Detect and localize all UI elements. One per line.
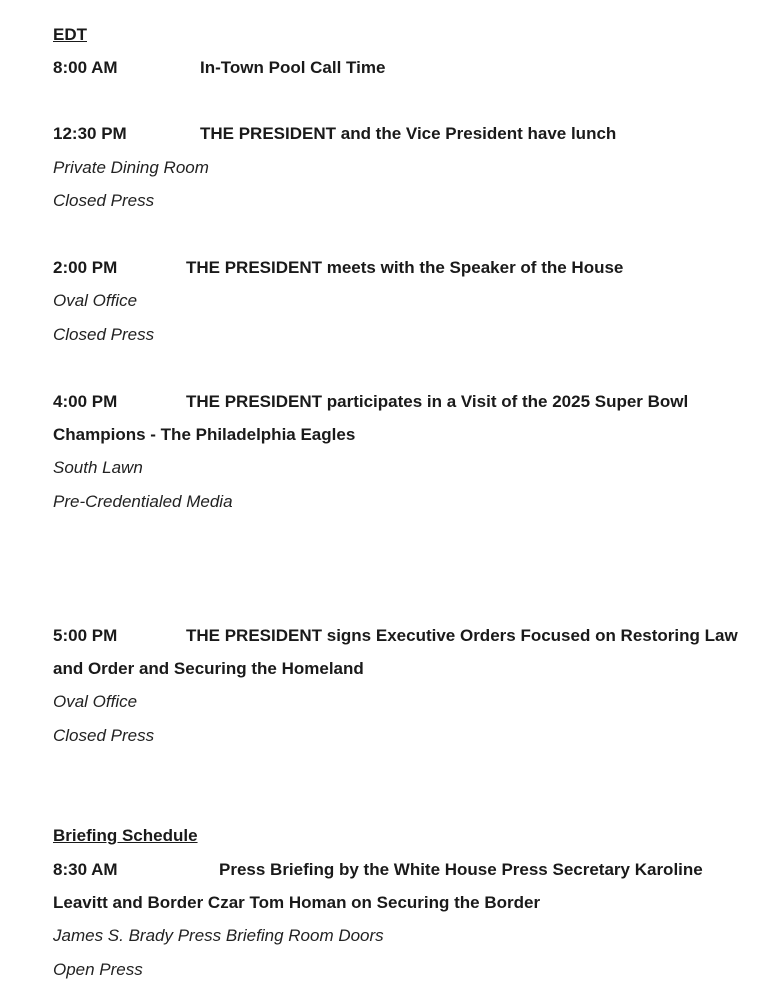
briefing-time: 8:30 AM <box>53 860 118 879</box>
event-title-line-1: THE PRESIDENT participates in a Visit of the 2025 Super Bowl <box>186 392 689 411</box>
event-title: THE PRESIDENT and the Vice President have lunch <box>200 124 617 143</box>
event-title-line-2: and Order and Securing the Homeland <box>53 659 364 678</box>
event-time: 8:00 AM <box>53 58 118 77</box>
event-time: 2:00 PM <box>53 258 118 277</box>
event-press-status: Pre-Credentialed Media <box>53 492 233 511</box>
event-location: Oval Office <box>53 692 138 711</box>
event-time: 4:00 PM <box>53 392 118 411</box>
briefing-press-status: Open Press <box>53 960 143 979</box>
event-time: 5:00 PM <box>53 626 118 645</box>
briefing-title-line-1: Press Briefing by the White House Press Secretary Karoline <box>219 860 703 879</box>
briefing-title-line-2: Leavitt and Border Czar Tom Homan on Securing the Border <box>53 893 541 912</box>
event-time: 12:30 PM <box>53 124 127 143</box>
event-title: THE PRESIDENT meets with the Speaker of the House <box>186 258 624 277</box>
event-press-status: Closed Press <box>53 191 155 210</box>
event-location: Oval Office <box>53 291 138 310</box>
briefing-location: James S. Brady Press Briefing Room Doors <box>53 926 384 945</box>
event-location: South Lawn <box>53 458 143 477</box>
event-title-line-2: Champions - The Philadelphia Eagles <box>53 425 356 444</box>
event-title: In-Town Pool Call Time <box>200 58 386 77</box>
event-location: Private Dining Room <box>53 158 209 177</box>
briefing-heading: Briefing Schedule <box>53 826 198 845</box>
event-title-line-1: THE PRESIDENT signs Executive Orders Focused on Restoring Law <box>186 626 738 645</box>
timezone-heading: EDT <box>53 25 87 44</box>
event-press-status: Closed Press <box>53 726 155 745</box>
event-press-status: Closed Press <box>53 325 155 344</box>
